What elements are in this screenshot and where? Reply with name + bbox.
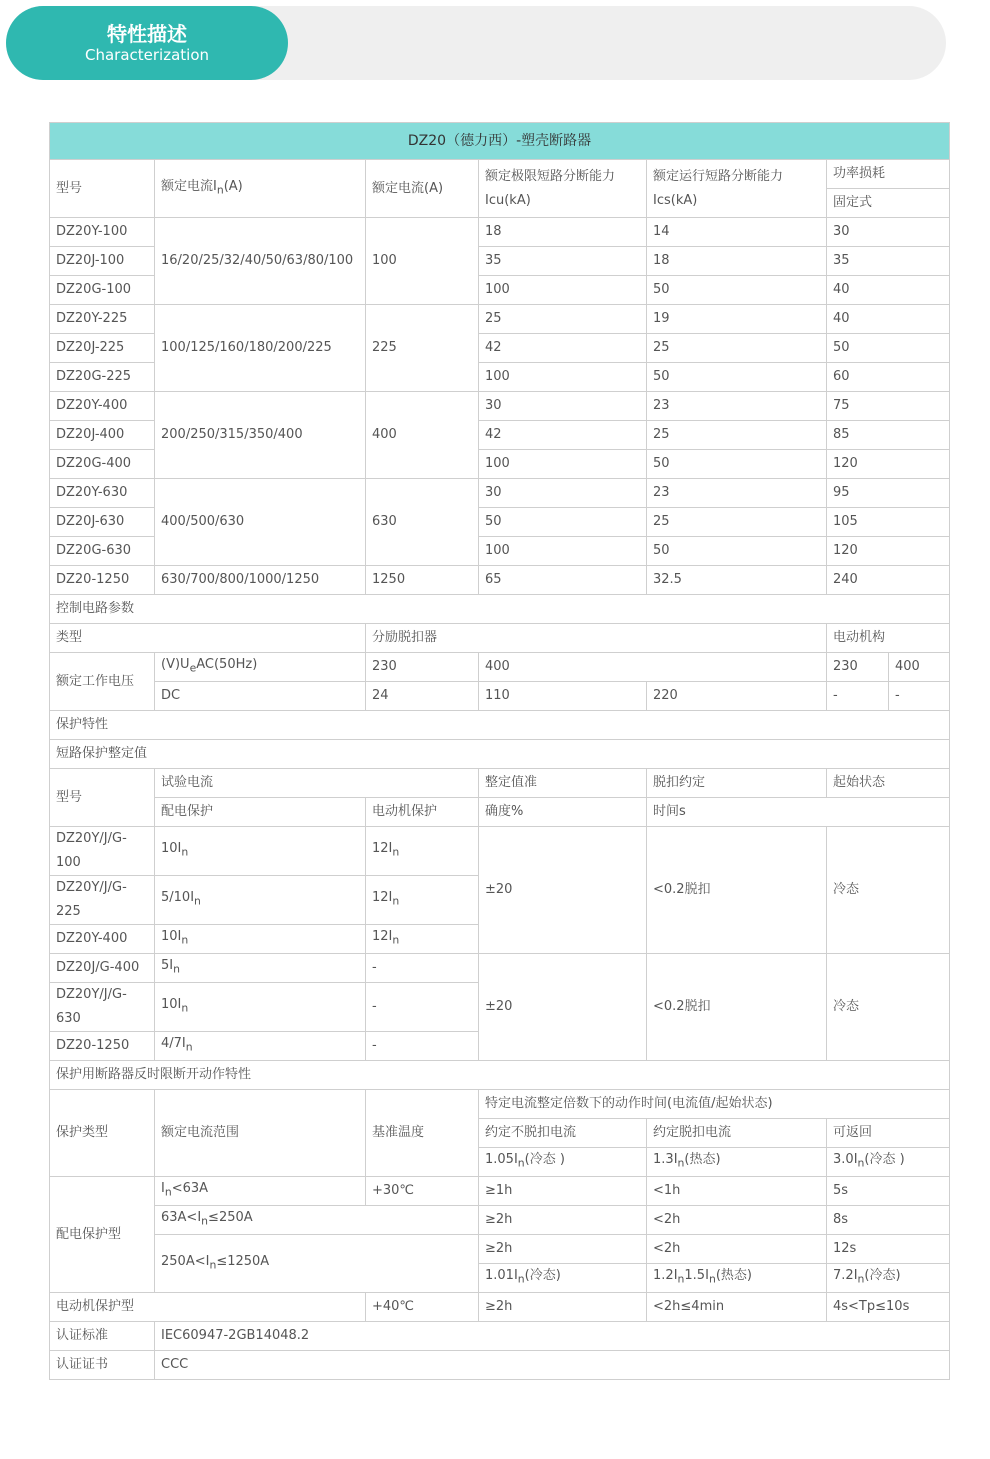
prot-hdr-distribution: 配电保护 [155,798,366,827]
table-row [50,1322,950,1351]
prot-hdr-time: 时间s [647,798,950,827]
protection-title: 保护特性 [50,711,950,740]
cell-icu: 42 [479,421,647,450]
prot-hdr-model: 型号 [50,769,155,827]
cell-icu: 25 [479,305,647,334]
inv-cell: ≥2h [479,1206,647,1235]
prot-hdr-test-current: 试验电流 [155,769,479,798]
prot-model: DZ20J/G-400 [50,954,155,983]
cert-standard-label: 认证标准 [50,1322,155,1351]
prot-motor: $12I_n$ [366,925,479,954]
cert-standard-value: IEC60947-2GB14048.2 [155,1322,950,1351]
prot-accuracy-value: ±20 [479,954,647,1061]
prot-model: DZ20-1250 [50,1032,155,1061]
cell-model: DZ20J-400 [50,421,155,450]
cell-icu: 50 [479,508,647,537]
cell-model: DZ20Y-100 [50,218,155,247]
inv-cell: <1h [647,1177,827,1206]
prot-dist: $5/10I_n$ [155,876,366,925]
dc-value: 110 [479,682,647,711]
cell-loss: 95 [827,479,950,508]
cell-in: 100/125/160/180/200/225 [155,305,366,392]
control-section-title: 控制电路参数 [50,595,950,624]
cell-icu: 100 [479,450,647,479]
prot-dist: $10I_n$ [155,827,366,876]
cell-model: DZ20J-630 [50,508,155,537]
prot-dist: $10I_n$ [155,983,366,1032]
hdr-ics: 额定运行短路分断能力Ics(kA) [647,160,827,218]
cell-model: DZ20G-630 [50,537,155,566]
cell-icu: 35 [479,247,647,276]
ac-value: 230 [366,653,479,682]
table-row [50,1235,950,1264]
hdr-rated-current: 额定电流(A) [366,160,479,218]
inv-cell: <2h [647,1206,827,1235]
table-row [50,1206,950,1235]
cell-loss: 105 [827,508,950,537]
section-title-pill [6,6,288,80]
prot-hdr-initial: 起始状态 [827,769,950,798]
cell-rated: 100 [366,218,479,305]
inv-hdr-no-trip: 约定不脱扣电流 [479,1119,647,1148]
cell-icu: 42 [479,334,647,363]
prot-motor: $12I_n$ [366,827,479,876]
ac-value: 230 [827,653,889,682]
cell-loss: 40 [827,276,950,305]
cell-icu: 100 [479,537,647,566]
inv-cell: 12s [827,1235,950,1264]
dc-value: 220 [647,682,827,711]
inv-cell: 4s<Tp≤10s [827,1293,950,1322]
table-row [50,1177,950,1206]
inv-range: $250A<I_n\le 1250A$ [155,1235,479,1293]
cell-ics: 50 [647,537,827,566]
prot-hdr-trip: 脱扣约定 [647,769,827,798]
prot-trip-value: <0.2脱扣 [647,954,827,1061]
control-type-label: 类型 [50,624,366,653]
cell-ics: 32.5 [647,566,827,595]
short-circuit-title: 短路保护整定值 [50,740,950,769]
table-row [50,218,950,247]
cell-in: 16/20/25/32/40/50/63/80/100 [155,218,366,305]
dc-label: DC [155,682,366,711]
inv-motor-type: 电动机保护型 [50,1293,366,1322]
cell-ics: 50 [647,450,827,479]
cell-loss: 50 [827,334,950,363]
cell-rated: 630 [366,479,479,566]
prot-hdr-setting: 整定值准 [479,769,647,798]
prot-motor: - [366,954,479,983]
inv-motor-temp: +40℃ [366,1293,479,1322]
inv-cell: 8s [827,1206,950,1235]
inv-cell: ≥2h [479,1235,647,1264]
table-row [50,566,950,595]
prot-hdr-motor: 电动机保护 [366,798,479,827]
dc-value: 24 [366,682,479,711]
cell-model: DZ20G-225 [50,363,155,392]
ac-label: $(V)U_eAC(50Hz)$ [155,653,366,682]
inv-cell: 5s [827,1177,950,1206]
section-title-en: Characterization [84,46,210,64]
cell-loss: 35 [827,247,950,276]
table-row [50,479,950,508]
inv-cell: <2h≤4min [647,1293,827,1322]
cell-ics: 50 [647,363,827,392]
prot-motor: - [366,983,479,1032]
table-row [50,1293,950,1322]
hdr-power-loss: 功率损耗 [827,160,950,189]
control-motor-mech-label: 电动机构 [827,624,950,653]
cert-label: 认证证书 [50,1351,155,1380]
cert-value: CCC [155,1351,950,1380]
cell-ics: 18 [647,247,827,276]
cell-ics: 14 [647,218,827,247]
cell-ics: 25 [647,334,827,363]
prot-model: DZ20Y-400 [50,925,155,954]
cell-model: DZ20J-225 [50,334,155,363]
cell-rated: 400 [366,392,479,479]
inv-cell: ≥1h [479,1177,647,1206]
inv-cell: $1.01I_n$(冷态) [479,1264,647,1293]
prot-trip-value: <0.2脱扣 [647,827,827,954]
inv-return-value: $3.0I_n$(冷态 ) [827,1148,950,1177]
inv-hdr-temp: 基准温度 [366,1090,479,1177]
cell-in: 200/250/315/350/400 [155,392,366,479]
prot-accuracy-value: ±20 [479,827,647,954]
inv-range: $I_n<63A$ [155,1177,366,1206]
inv-hdr-returnable: 可返回 [827,1119,950,1148]
inv-hdr-type: 保护类型 [50,1090,155,1177]
cell-model: DZ20Y-400 [50,392,155,421]
cell-loss: 85 [827,421,950,450]
inv-cell: <2h [647,1235,827,1264]
cell-loss: 120 [827,450,950,479]
inverse-title: 保护用断路器反时限断开动作特性 [50,1061,950,1090]
cell-ics: 25 [647,421,827,450]
prot-model: DZ20Y/J/G-100 [50,827,155,876]
prot-hdr-accuracy: 确度% [479,798,647,827]
prot-motor: $12I_n$ [366,876,479,925]
cell-ics: 50 [647,276,827,305]
cell-model: DZ20G-400 [50,450,155,479]
cell-model: DZ20J-100 [50,247,155,276]
hdr-model: 型号 [50,160,155,218]
prot-dist: $4/7I_n$ [155,1032,366,1061]
cell-ics: 25 [647,508,827,537]
cell-rated: 1250 [366,566,479,595]
inv-dist-type: 配电保护型 [50,1177,155,1293]
ac-value: 400 [889,653,950,682]
cell-ics: 23 [647,479,827,508]
hdr-rated-current-in: 额定电流$I_n(A)$ [155,160,366,218]
dc-value: - [889,682,950,711]
table-title: DZ20（德力西）-塑壳断路器 [50,123,950,160]
cell-model: DZ20G-100 [50,276,155,305]
inv-hdr-trip: 约定脱扣电流 [647,1119,827,1148]
hdr-icu: 额定极限短路分断能力Icu(kA) [479,160,647,218]
inv-cell: $1.2I_n1.5I_n$(热态) [647,1264,827,1293]
cell-loss: 40 [827,305,950,334]
cell-model: DZ20-1250 [50,566,155,595]
table-row [50,954,950,983]
control-shunt-label: 分励脱扣器 [366,624,827,653]
prot-motor: - [366,1032,479,1061]
cell-icu: 65 [479,566,647,595]
prot-state-value: 冷态 [827,827,950,954]
inv-trip-value: $1.3I_n$(热态) [647,1148,827,1177]
prot-dist: $10I_n$ [155,925,366,954]
cell-in: 400/500/630 [155,479,366,566]
dc-value: - [827,682,889,711]
cell-rated: 225 [366,305,479,392]
cell-icu: 30 [479,392,647,421]
cell-loss: 240 [827,566,950,595]
cell-in: 630/700/800/1000/1250 [155,566,366,595]
table-row [50,392,950,421]
cell-model: DZ20Y-225 [50,305,155,334]
inv-hdr-range: 额定电流范围 [155,1090,366,1177]
ac-value: 400 [479,653,827,682]
voltage-label: 额定工作电压 [50,653,155,711]
cell-icu: 100 [479,363,647,392]
cell-model: DZ20Y-630 [50,479,155,508]
inv-range: $63A<I_n\le 250A$ [155,1206,479,1235]
table-row [50,305,950,334]
cell-ics: 23 [647,392,827,421]
prot-model: DZ20Y/J/G-225 [50,876,155,925]
cell-icu: 18 [479,218,647,247]
cell-loss: 60 [827,363,950,392]
cell-loss: 120 [827,537,950,566]
inv-hdr-action-time: 特定电流整定倍数下的动作时间(电流值/起始状态) [479,1090,950,1119]
inv-no-trip-value: $1.05I_n$(冷态 ) [479,1148,647,1177]
prot-model: DZ20Y/J/G-630 [50,983,155,1032]
cell-icu: 100 [479,276,647,305]
inv-temp: +30℃ [366,1177,479,1206]
inv-cell: $7.2I_n$(冷态) [827,1264,950,1293]
spec-table [49,122,950,1380]
section-title-cn: 特性描述 [107,22,187,46]
cell-icu: 30 [479,479,647,508]
inv-cell: ≥2h [479,1293,647,1322]
table-row [50,827,950,876]
prot-state-value: 冷态 [827,954,950,1061]
cell-ics: 19 [647,305,827,334]
cell-loss: 30 [827,218,950,247]
cell-loss: 75 [827,392,950,421]
table-row [50,1351,950,1380]
hdr-fixed: 固定式 [827,189,950,218]
prot-dist: $5I_n$ [155,954,366,983]
